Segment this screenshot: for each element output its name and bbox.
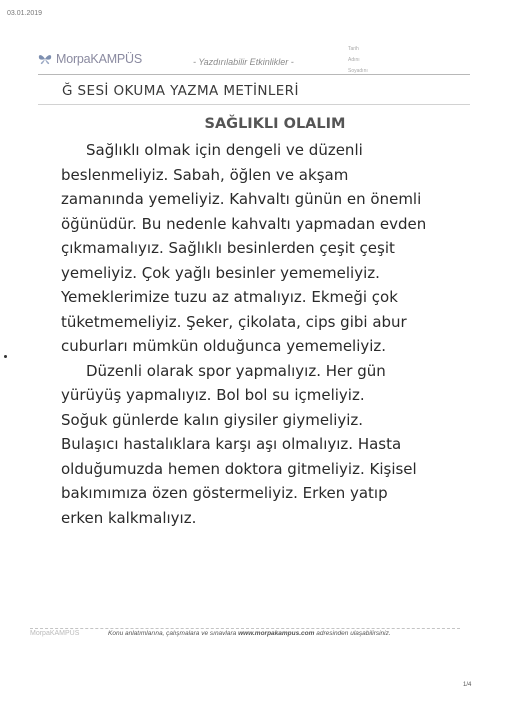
- text-line: erken kalkmalıyız.: [61, 508, 197, 527]
- text-line: yürüyüş yapmalıyız. Bol bol su içmeliyiz.: [61, 386, 365, 404]
- text-line: cuburları mümkün olduğunca yememeliyiz.: [61, 337, 387, 355]
- footer-divider: [30, 628, 460, 629]
- text-line: bakımımıza özen göstermeliyiz. Erken yatıp: [61, 484, 388, 502]
- text-line: Sağlıklı olmak için dengeli ve düzenli: [86, 141, 363, 159]
- footer-text-after: adresinden ulaşabilirsiniz.: [316, 630, 391, 637]
- subtitle-divider: [38, 104, 470, 105]
- reading-title: SAĞLIKLI OLALIM: [204, 116, 346, 132]
- page-number: 1/4: [463, 682, 472, 688]
- footer-site-link[interactable]: www.morpakampus.com: [238, 630, 315, 637]
- print-date: 03.01.2019: [7, 10, 43, 17]
- margin-mark: [4, 355, 7, 358]
- text-line: olduğumuzda hemen doktora gitmeliyiz. Kişisel: [61, 459, 417, 478]
- student-fields: [348, 44, 368, 77]
- header-divider: [38, 74, 470, 75]
- text-line: tüketmemeliyiz. Şeker, çikolata, cips gibi abur: [61, 312, 407, 331]
- text-line: çıkmamalıyız. Sağlıklı besinlerden çeşit çeşit: [61, 239, 395, 257]
- brand-logo: [38, 52, 142, 66]
- text-line: öğünüdür. Bu nedenle kahvaltı yapmadan evden: [61, 214, 427, 233]
- field-date-label: Tarih: [348, 46, 359, 52]
- text-line: yemeliyiz. Çok yağlı besinler yememeliyiz.: [61, 263, 380, 282]
- text-line: Soğuk günlerde kalın giysiler giymeliyiz.: [61, 410, 364, 429]
- field-name-label: Adını: [348, 57, 360, 63]
- text-line: beslenmeliyiz. Sabah, öğlen ve akşam: [61, 165, 349, 184]
- field-surname-label: Soyadını: [348, 68, 368, 74]
- text-line: zamanında yemeliyiz. Kahvaltı günün en önemli: [61, 190, 422, 208]
- reading-text: [61, 138, 481, 530]
- text-line: Bulaşıcı hastalıklara karşı aşı olmalıyız. Hasta: [61, 435, 402, 453]
- footer-logo: MorpaKAMPÜS: [30, 630, 80, 637]
- worksheet-subtitle: Ğ SESİ OKUMA YAZMA METİNLERİ: [62, 83, 299, 99]
- brand-name: MorpaKAMPÜS: [56, 52, 143, 66]
- tagline: - Yazdırılabilir Etkinlikler -: [193, 57, 294, 67]
- text-line: Yemeklerimize tuzu az atmalıyız. Ekmeği çok: [61, 288, 398, 306]
- footer-text: [108, 630, 391, 637]
- text-line: Düzenli olarak spor yapmalıyız. Her gün: [86, 361, 386, 380]
- footer-text-before: Konu anlatımlarına, çalışmalara ve sınavlara: [108, 630, 237, 637]
- butterfly-icon: [38, 53, 52, 65]
